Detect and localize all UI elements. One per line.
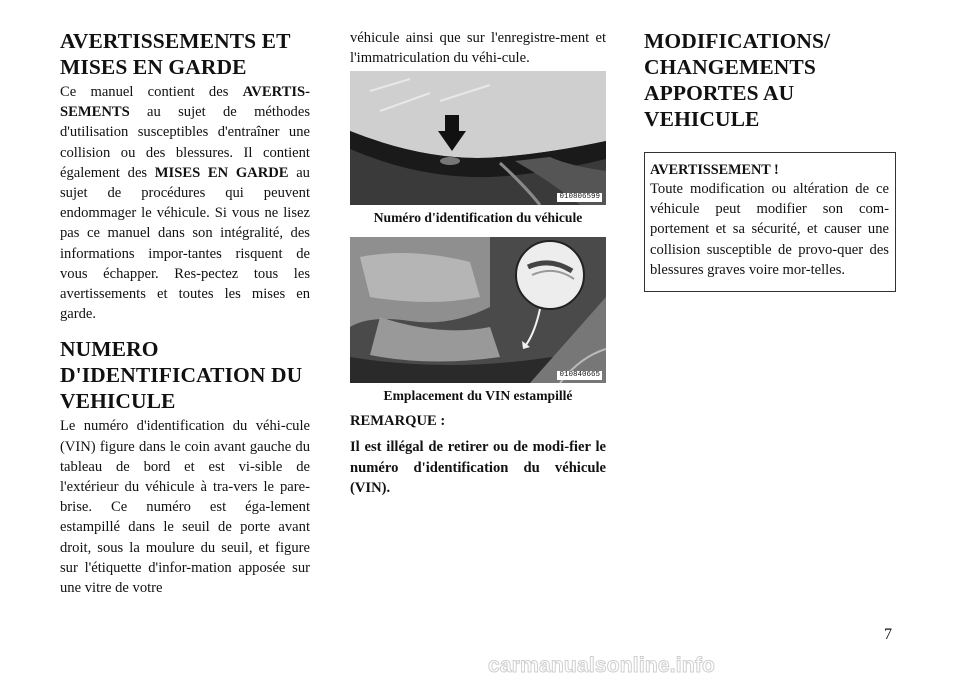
figure-vin-stamped bbox=[350, 237, 606, 383]
figure-code: 010840665 bbox=[559, 371, 600, 380]
section-heading-vin: NUMERO D'IDENTIFICATION DU VEHICULE bbox=[60, 337, 303, 414]
door-sill-photo bbox=[350, 237, 606, 383]
warning-title: AVERTISSEMENT ! bbox=[650, 162, 779, 178]
warning-box bbox=[644, 152, 896, 292]
note-heading: REMARQUE : bbox=[350, 413, 446, 430]
emphasis-mises-en-garde: MISES EN GARDE bbox=[154, 164, 289, 181]
text-run: au sujet de procédures qui peuvent endommager le véhicule. Si vous ne lisez pas ce manuel dans son intégralité, des informations impor-tantes risquent de vous échapper. Res-pectez tous les avertissements et toutes les mises en garde. bbox=[60, 164, 310, 323]
figure-code: 010806599 bbox=[559, 193, 600, 202]
figure-caption-vin: Numéro d'identification du véhicule bbox=[373, 210, 583, 226]
dashboard-photo bbox=[350, 71, 606, 205]
emphasis-avertissements: AVERTIS-SEMENTS bbox=[60, 84, 310, 121]
right-column bbox=[644, 28, 896, 292]
note-body: Il est illégal de retirer ou de modi-fier le numéro d'identification du véhicule (VIN). bbox=[350, 439, 606, 496]
warning-text: Toute modification ou altération de ce véhicule peut modifier son com-portement et sa sécurité, et causer une collision susceptible de provo-quer des blessures graves voire mor-telles. bbox=[650, 181, 889, 278]
figure-caption-stamped: Emplacement du VIN estampillé bbox=[383, 388, 573, 404]
text-run: Ce manuel contient des bbox=[60, 84, 243, 100]
left-column bbox=[60, 28, 310, 598]
vin-paragraph-continued: véhicule ainsi que sur l'enregistre-ment et l'immatriculation du véhi-cule. bbox=[350, 30, 606, 67]
page-number: 7 bbox=[884, 626, 892, 643]
middle-column bbox=[350, 28, 606, 498]
section-heading-warnings: AVERTISSEMENTS ET MISES EN GARDE bbox=[60, 29, 291, 79]
warnings-paragraph bbox=[60, 82, 310, 324]
figure-vin-dashboard bbox=[350, 71, 606, 205]
vin-paragraph: Le numéro d'identification du véhi-cule (VIN) figure dans le coin avant gauche du tableau de bord et est vi-sible de l'extérieur du véhicule à tra-vers le pare-brise. Ce numéro est éga-lement estampillé dans le seuil de porte avant droit, sous la moulure du seuil, et figure sur l'étiquette d'infor-mation apposée sur une vitre de votre bbox=[60, 418, 310, 597]
text-run: au sujet de méthodes d'utilisation susceptibles d'entraîner une collision ou des blessures. Il contient également des bbox=[60, 104, 310, 181]
watermark: carmanualsonline.info bbox=[488, 654, 716, 677]
section-heading-modifications: MODIFICATIONS/ CHANGEMENTS APPORTES AU VEHICULE bbox=[644, 29, 831, 131]
